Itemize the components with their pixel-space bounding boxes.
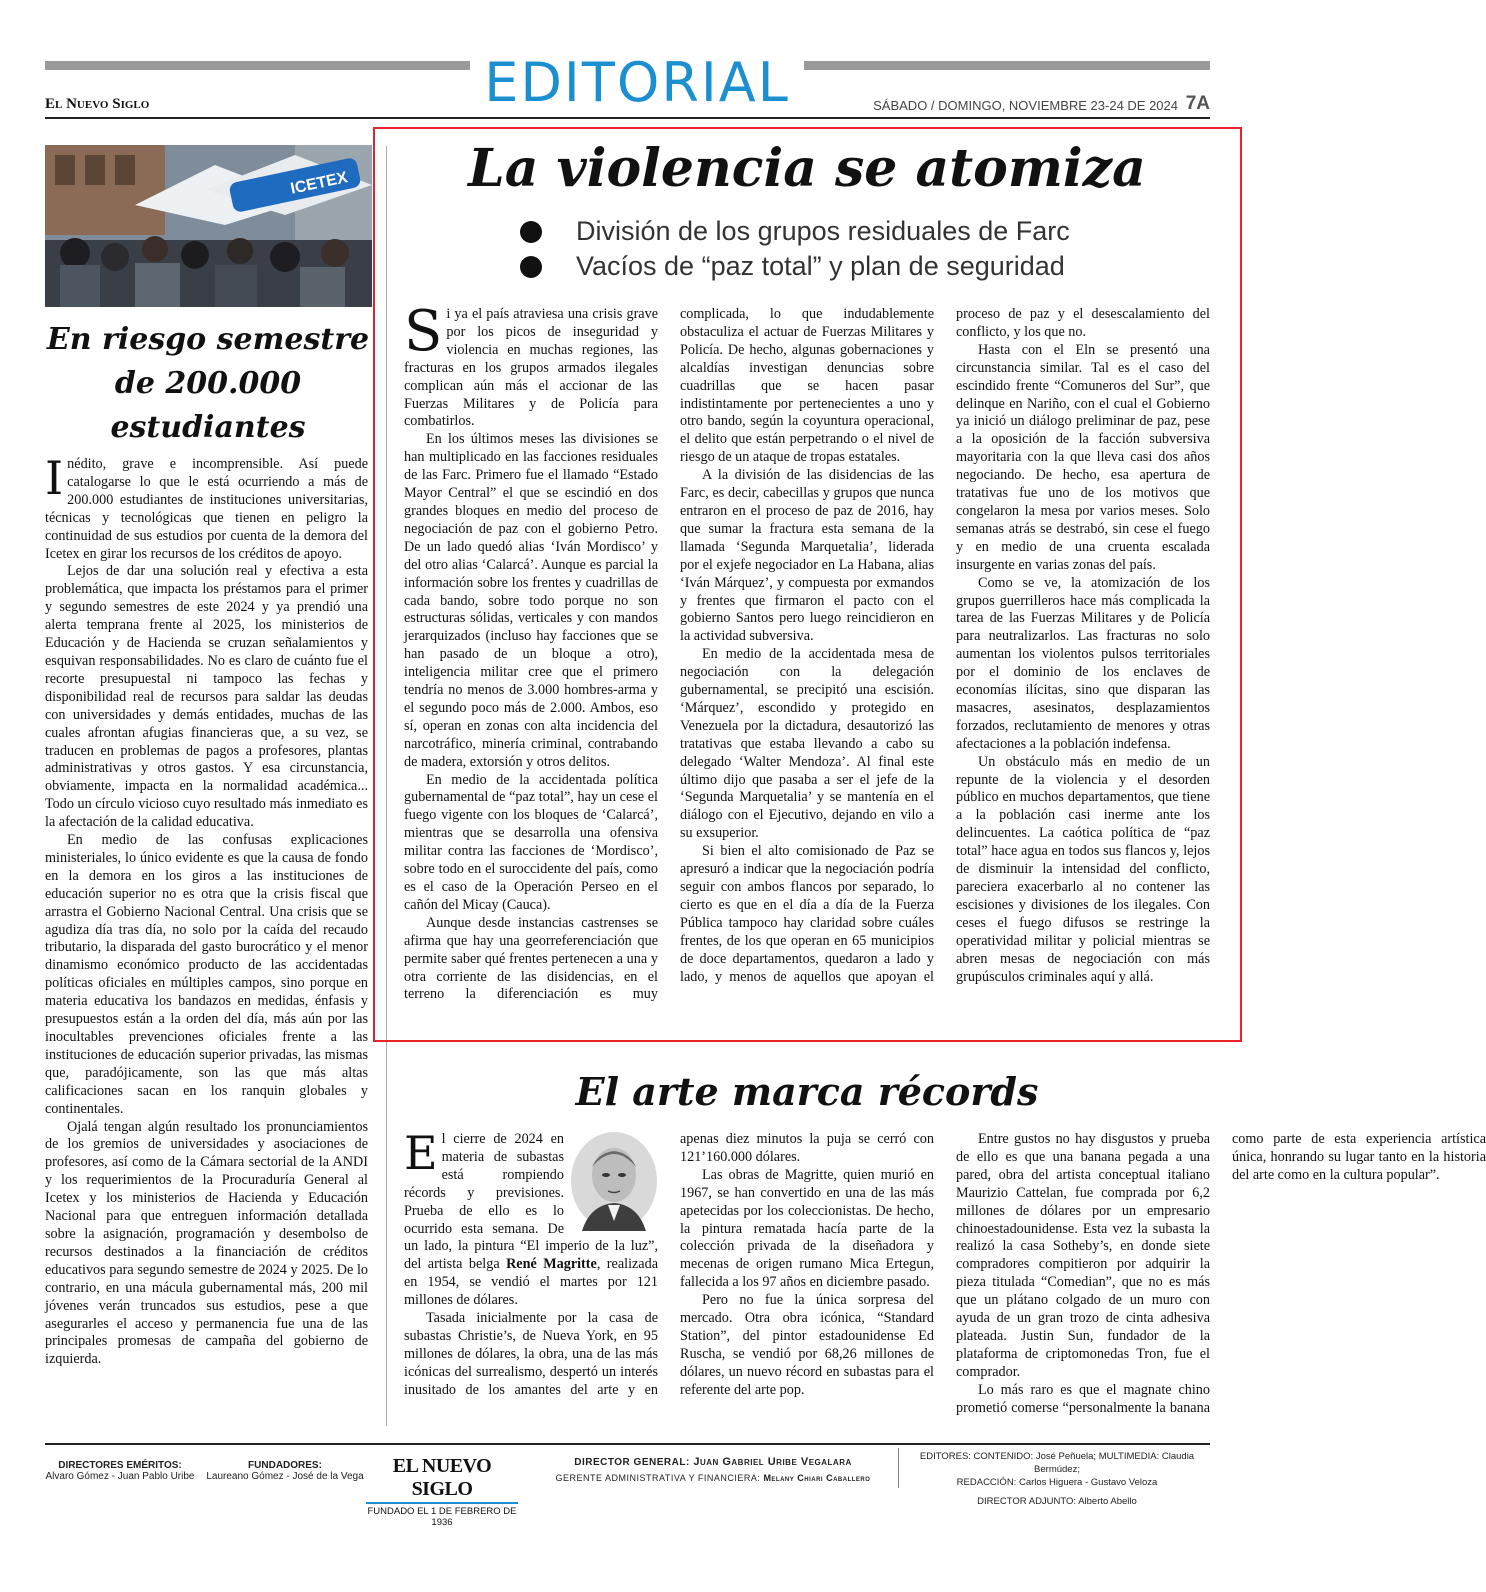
subheading-bullets (520, 214, 1070, 284)
left-title-line-3: estudiantes (110, 410, 306, 445)
paragraph: Aunque desde instancias castrenses se afirma que hay una georreferenciación que permite saber qué frentes pertenecen a una y otra corriente de las disidencias, en el terreno la diferenciación es muy complicada, lo que indudablemente obstaculiza el actuar de Fuerzas Militares y Policía. De hecho, algunas gobernaciones y alcaldías investigan denuncias sobre cuadrillas que se hacen pasar indistintamente por pertenecientes a uno y otro bando, según la coyuntura operacional, el delito que están perpetrando o el nivel de riesgo de un ataque de tropas estatales. (404, 306, 934, 1003)
redaccion-label: REDACCIÓN: (956, 1477, 1017, 1488)
paragraph: En medio de las confusas explicaciones ministeriales, lo único evidente es que la causa de fondo en la demora en los giros a las instituciones de educación superior no es otra que la crisis fiscal que arrastra el Gobierno Nacional Central. Una crisis que se agudiza día tras día, no solo por la caída del recaudo tributario, la disparada del gasto burocrático y el menor dinamismo económico producto de las accidentadas políticas oficiales en múltiples campos, sino porque en materia educativa los bandazos en medidas, énfasis y presupuestos están a la orden del día, más aún por las inocultables prevenciones oficiales frente a las instituciones de educación superior privadas, las mismas que, paradójicamente, son las que más altas calificaciones sacan en los ranquin globales y continentales. (45, 832, 368, 1117)
fundadores-names: Laureano Gómez - José de la Vega (206, 1471, 364, 1482)
main-article-title: La violencia se atomiza (468, 138, 1146, 199)
footer-rule (45, 1443, 1210, 1445)
paragraph (404, 1126, 658, 1310)
director-label: DIRECTOR GENERAL: (574, 1457, 690, 1468)
main-article-body (404, 299, 1210, 1022)
footer-director (530, 1456, 896, 1483)
crowd-photo-illustration (45, 145, 372, 307)
paragraph: Lo más raro es que el magnate chino prometió comerse “personalmente la banana como parte de esta experiencia artística única, honrando su lugar tanto en la historia del arte como en la cultura popular”. (956, 1131, 1486, 1416)
paragraph: Si bien el alto comisionado de Paz se apresuró a indicar que la negociación podría seguir con ambos flancos por separado, lo cierto es que en el día a día de la Fuerza Pública tampoco hay claridad sobre cuáles frentes, de los que operan en 65 municipios de doce departamentos, quedaron a lado y lado, y menos de aquellos que apoyan el proceso de paz y el desescalamiento del conflicto, y los que no. (680, 306, 1210, 985)
magritte-portrait (570, 1131, 658, 1231)
left-title-line-2: de 200.000 (114, 366, 302, 401)
editores-line (902, 1450, 1212, 1476)
director-line (530, 1456, 896, 1468)
editores-contenido: José Peñuela; (1035, 1451, 1097, 1462)
masthead: El Nuevo Siglo (45, 96, 150, 112)
logo-text: EL NUEVO SIGLO (392, 1455, 492, 1500)
paragraph-text: , realizada en 1954, se vendió el martes por 121 millones de dólares. (404, 1256, 658, 1309)
dropcap: E (404, 1126, 438, 1180)
multimedia-name: Claudia Bermúdez; (1034, 1451, 1195, 1475)
bullet-item (520, 249, 1070, 284)
gerente-label: GERENTE ADMINISTRATIVA Y FINANCIERA: (555, 1473, 761, 1483)
left-article-body (45, 451, 368, 1431)
adjunto-line (902, 1495, 1212, 1508)
dropcap: S (404, 299, 443, 364)
bullet-item (520, 214, 1070, 249)
redaccion-names: Carlos Higuera - Gustavo Veloza (1018, 1477, 1158, 1488)
adjunto-label: DIRECTOR ADJUNTO: (977, 1496, 1077, 1507)
paragraph: Pero no fue la única sorpresa del mercado. Otra obra icónica, “Standard Station”, del pintor estadounidense Ed Ruscha, se vendió por 68,26 millones de dólares, un nuevo récord en subastas para el referente del arte pop. (680, 1292, 934, 1398)
footer-emeritos (45, 1460, 195, 1482)
emeritos-label: DIRECTORES EMÉRITOS: (58, 1460, 182, 1471)
fundadores-label: FUNDADORES: (248, 1460, 322, 1471)
gerente-line (530, 1473, 896, 1483)
founded-date: FUNDADO EL 1 DE FEBRERO DE 1936 (367, 1506, 517, 1528)
photo-sign-icetex: ICETEX (289, 169, 350, 198)
paragraph: Ojalá tengan algún resultado los pronunciamientos de los gremios de universidades y asociaciones de profesores, así como de la Cámara sectorial de la ANDI y los requerimientos de la Procuraduría General al Icetex y los ministerios de Hacienda y Educación Nacional para que entreguen información detallada sobre la asignación, programación y desembolso de recursos destinados a la financiación de créditos educativos para segundo semestre de 2024 y 2025. De lo contrario, en una mácula gubernamental más, 200 mil jóvenes verán truncados sus estudios, pese a que asegurarles el acceso y permanencia fue una de las principales promesas de campaña del gobierno de izquierda. (45, 1118, 368, 1368)
paragraph: En medio de la accidentada mesa de negociación con la delegación gubernamental, se precipitó una escisión. ‘Márquez’, escondido y protegido en Venezuela por la dictadura, desautorizó las tratativas que estaba llevando a cabo su delegado ‘Walter Mendoza’. Al final este último dijo que pasaba a ser el jefe de la ‘Segunda Marquetalia’ y se mantenía en el diálogo con el Ejecutivo, dejando en vilo a su exsuperior. (680, 646, 934, 842)
page-number: 7A (1185, 93, 1210, 114)
paragraph-text: nédito, grave e incomprensible. Así puede catalogarse lo que le está ocurriendo a más de 200.000 estudiantes de instituciones universitarias, técnicas y tecnológicas que tienen en peligro la continuidad de sus estudios por cuenta de la demora del Icetex en girar los recursos de los créditos de apoyo. (45, 456, 368, 562)
header-rule (45, 117, 1210, 119)
editores-label: EDITORES: CONTENIDO: (919, 1451, 1034, 1462)
paragraph: Tasada inicialmente por la casa de subastas Christie’s, de Nueva York, en 95 millones de dólares, la obra, una de las más icónicas del surrealismo, despertó un interés inusitado de los amantes del arte y en apenas diez minutos la puja se cerró con 121’160.000 dólares. (404, 1131, 934, 1398)
paragraph: En medio de la accidentada política gubernamental de “paz total”, hay un cese el fuego vigente con los bloques de ‘Calarcá’, mientras que se desarrolla una ofensiva militar contra las facciones de ‘Mordisco’, sobre todo en el suroccidente del país, como es el caso de la Operación Perseo en el cañón del Micay (Cauca). (404, 771, 658, 913)
paragraph-text: l cierre de 2024 en materia de subastas está rompiendo récords y previsiones. Prueba de ello es lo ocurrido esta semana. De un lado, la pintura “El imperio de la luz”, del artista belga (404, 1131, 658, 1273)
paragraph: Hasta con el Eln se presentó una circunstancia similar. Tal es el caso del escindido frente “Comuneros del Sur”, que delinque en Nariño, con el cual el Gobierno ya inició un diálogo preliminar de paz, pese a la oposición de la facción subversiva mayoritaria con la que lleva casi dos años negociando. De hecho, esa apertura de tratativas fue uno de los motivos que congelaron la mesa por varios meses. Solo semanas atrás se destrabó, sin cese el fuego y en medio de una cruenta escalada insurgente en varias zonas del país. (956, 341, 1210, 573)
paragraph: Entre gustos no hay disgustos y prueba de ello es que una banana pegada a una pared, obra del artista conceptual italiano Maurizio Cattelan, fue comprada por 6,2 millones de dólares por un empresario chinoestadounidense. Esta vez la subasta la realizó la casa Sotheby’s, en donde siete compradores compitieron por adquirir la pieza titulada “Comedian”, que no es más que un plátano colgado de un muro con ayuda de un gran trozo de cinta adhesiva plateada. Justin Sun, fundador de la plataforma de criptomonedas Tron, fue el comprador. (956, 1131, 1210, 1380)
left-title-line-1: En riesgo semestre (46, 322, 370, 357)
adjunto-name: Alberto Abello (1078, 1496, 1137, 1507)
left-article-title (38, 318, 378, 450)
emeritos-names: Alvaro Gómez - Juan Pablo Uribe (45, 1471, 195, 1482)
art-article-title: El arte marca récords (575, 1069, 1039, 1114)
bullet-dot-icon (520, 256, 542, 278)
paragraph: En los últimos meses las divisiones se han multiplicado en las facciones residuales de las Farc. Primero fue el llamado “Estado Mayor Central” el que se escindió en dos grandes bloques en medio del proceso de negociación de paz con el gobierno Petro. De un lado quedó alias ‘Iván Mordisco’ y del otro alias ‘Calarcá’. Aunque es parcial la información sobre los frentes y cuadrillas de cada bando, sobre todo porque no son estructuras sólidas, verticales y con mandos jerarquizados (incluso hay facciones que se han pasado de un bloque a otro), inteligencia militar cree que el primero tendría no menos de 3.000 hombres-arma y el segundo poco más de 2.000. Ambos, eso sí, operan en zonas con alta incidencia del narcotráfico, minería criminal, contrabando de madera, extorsión y otros delitos. (404, 431, 658, 770)
paragraph: Un obstáculo más en medio de un repunte de la violencia y el desorden público en muchos departamentos, que tiene a la población casi inerme ante los delincuentes. La caótica política de “paz total” hace agua en todos sus flancos y, lejos de disminuir la intensidad del conflicto, pareciera exacerbarlo al no contener las escisiones y divisiones de los ilegales. Con ceses el fuego difusos se restringe la operatividad militar y policial mientras se abren mesas de negociación con más grupúsculos criminales aquí y allá. (956, 753, 1210, 985)
bullet-text: Vacíos de “paz total” y plan de seguridad (576, 251, 1065, 281)
photo-sign-vida: VIDA (233, 192, 265, 212)
redaccion-line (902, 1476, 1212, 1489)
section-title: EDITORIAL (0, 55, 1274, 111)
director-name: Juan Gabriel Uribe Vegalara (693, 1456, 852, 1468)
paragraph-text: i ya el país atraviesa una crisis grave por los picos de inseguridad y violencia en muchas regiones, las fracturas en los grupos armados ilegales complican aún más el accionar de las Fuerzas Militares y de Policía para combatirlos. (404, 306, 658, 430)
bullet-text: División de los grupos residuales de Farc (576, 216, 1070, 246)
logo-underline (366, 1502, 518, 1504)
paragraph: A la división de las disidencias de las Farc, es decir, cabecillas y grupos que nunca entraron en el proceso de paz de 2016, hay que sumar la fractura esta semana de la llamada ‘Segunda Marquetalia’, liderada por el exjefe negociador en La Habana, alias ‘Iván Márquez’, y compuesta por exmandos y frentes que firmaron el pacto con el gobierno Santos pero luego reincidieron en la actividad subversiva. (680, 467, 934, 645)
paragraph: Como se ve, la atomización de los grupos guerrilleros hace más complicada la tarea de las Fuerzas Militares y de Policía para neutralizarlos. Las fracturas no solo aumentan los violentos pulsos territoriales por el dominio de los enclaves de economías ilícitas, sino que disparan las masacres, asesinatos, desplazamientos forzados, reclutamiento de menores y otras afectaciones a la población indefensa. (956, 574, 1210, 752)
art-article-body (404, 1126, 1486, 1431)
date-line: SÁBADO / DOMINGO, NOVIEMBRE 23-24 DE 2024 (873, 98, 1178, 113)
icetex-photo (45, 145, 372, 307)
artist-name: René Magritte (506, 1256, 597, 1273)
bullet-dot-icon (520, 221, 542, 243)
multimedia-label: MULTIMEDIA: (1098, 1451, 1160, 1462)
paragraph (45, 451, 368, 563)
footer-fundadores (205, 1460, 365, 1482)
footer-editores (902, 1450, 1212, 1508)
paragraph: Las obras de Magritte, quien murió en 1967, se han convertido en una de las más apetecidas por los coleccionistas. De hecho, la pintura rematada hacía parte de la colección privada de la diseñadora y mecenas de origen rumano Mica Ertegun, fallecida a los 97 años en diciembre pasado. (680, 1166, 934, 1291)
paragraph: Lejos de dar una solución real y efectiva a esta problemática, que impacta los préstamos para el primer y segundo semestres de este 2024 y ya prendió una alerta temprana frente al 2025, los ministerios de Educación y de Hacienda se cruzan señalamientos y esquivan responsabilidades. No es claro de cuánto fue el recorte presupuestal ni tampoco las fechas y disponibilidad real de recursos para saldar las deudas con universidades y demás entidades, muchas de las cuales afrontan afugias financieras que, a su vez, se traducen en problemas de pagos a profesores, plantas administrativas y otros gastos. Y esa circunstancia, obviamente, impacta en la normalidad académica... Todo un círculo vicioso cuyo resultado más inmediato es la afectación de la calidad educativa. (45, 563, 368, 831)
paragraph (404, 299, 658, 431)
dropcap: I (45, 451, 64, 505)
footer-divider (898, 1448, 899, 1488)
footer-logo (366, 1455, 518, 1528)
gerente-name: Melany Chiari Caballero (763, 1473, 871, 1483)
